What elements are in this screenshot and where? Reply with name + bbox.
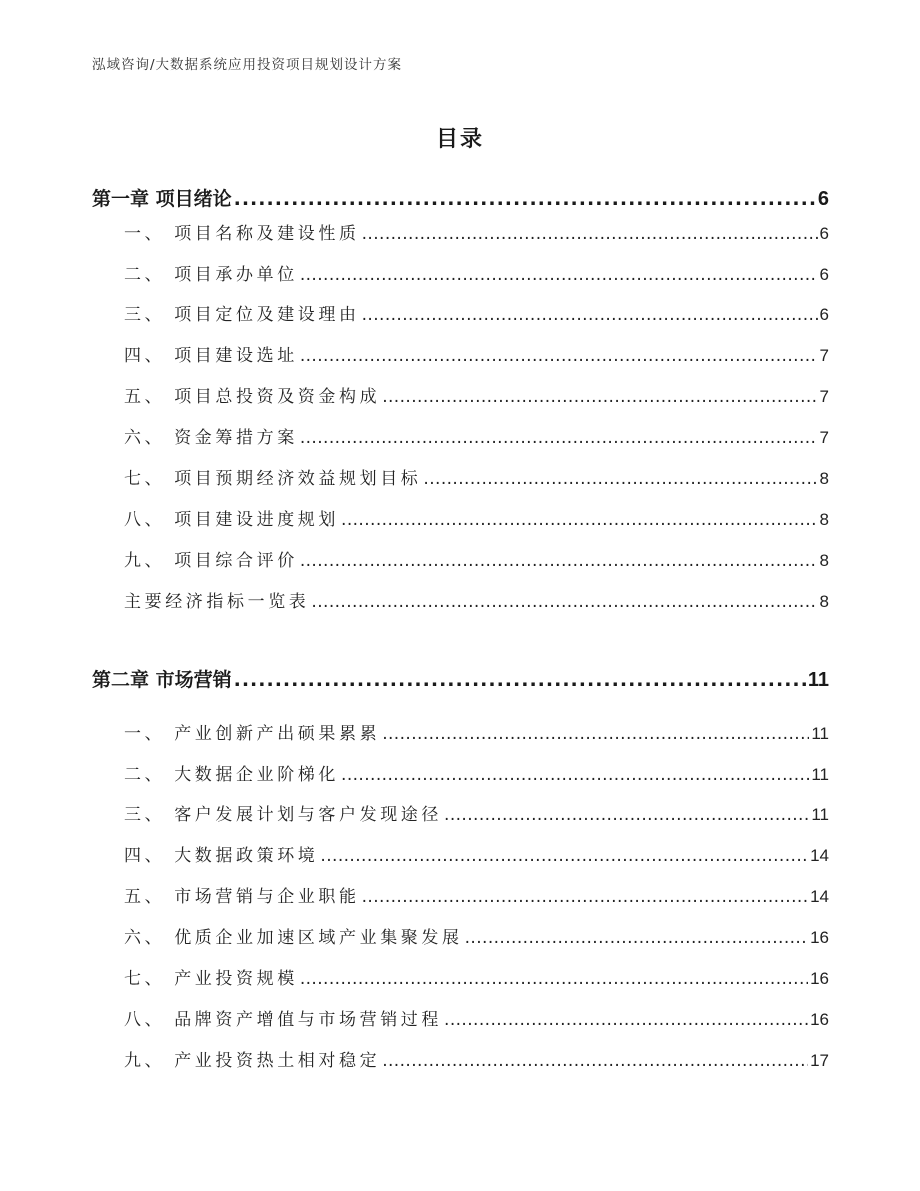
dot-leader: [234, 669, 806, 691]
dot-leader: [382, 387, 817, 407]
page-number: 16: [810, 928, 829, 947]
toc-item[interactable]: [124, 882, 829, 907]
toc-item[interactable]: [124, 800, 829, 825]
toc-item[interactable]: [124, 760, 829, 785]
toc-item[interactable]: [124, 546, 829, 571]
item-title: 五、 市场营销与企业职能: [124, 887, 360, 907]
page-header: 泓域咨询/大数据系统应用投资项目规划设计方案: [92, 57, 403, 73]
item-title: 四、 项目建设选址: [124, 346, 298, 366]
page-number: 6: [817, 188, 829, 210]
dot-leader: [341, 765, 809, 785]
page-number: 7: [819, 346, 829, 365]
page-number: 16: [810, 969, 829, 988]
page-number: 7: [819, 387, 829, 406]
dot-leader: [444, 805, 809, 825]
dot-leader: [444, 1010, 808, 1030]
chapter-title: 第一章 项目绪论: [92, 188, 232, 210]
toc-item[interactable]: [124, 587, 829, 612]
toc-item[interactable]: [124, 260, 829, 285]
dot-leader: [382, 724, 809, 744]
item-title: 三、 客户发展计划与客户发现途径: [124, 805, 443, 825]
dot-leader: [300, 346, 818, 366]
dot-leader: [311, 592, 817, 612]
dot-leader: [234, 188, 816, 210]
item-title: 五、 项目总投资及资金构成: [124, 387, 381, 407]
item-title: 一、 项目名称及建设性质: [124, 224, 360, 244]
dot-leader: [362, 887, 808, 907]
dot-leader: [382, 1051, 808, 1071]
item-title: 二、 大数据企业阶梯化: [124, 765, 340, 785]
chapter-title: 第二章 市场营销: [92, 669, 232, 691]
item-title: 八、 品牌资产增值与市场营销过程: [124, 1010, 443, 1030]
toc-item[interactable]: [124, 464, 829, 489]
item-title: 六、 资金筹措方案: [124, 428, 298, 448]
toc-chapter-2[interactable]: [92, 665, 829, 692]
page-number: 6: [819, 265, 829, 284]
toc-item[interactable]: [124, 841, 829, 866]
toc-item[interactable]: [124, 1005, 829, 1030]
item-title: 三、 项目定位及建设理由: [124, 305, 360, 325]
toc-item[interactable]: [124, 219, 829, 244]
toc-item[interactable]: [124, 719, 829, 744]
item-title: 八、 项目建设进度规划: [124, 510, 340, 530]
page-number: 6: [819, 305, 829, 324]
dot-leader: [341, 510, 818, 530]
item-title: 一、 产业创新产出硕果累累: [124, 724, 381, 744]
dot-leader: [300, 428, 818, 448]
dot-leader: [465, 928, 808, 948]
item-title: 六、 优质企业加速区域产业集聚发展: [124, 928, 463, 948]
page-number: 11: [811, 724, 829, 743]
page-number: 11: [811, 765, 829, 784]
toc-item[interactable]: [124, 341, 829, 366]
toc-item[interactable]: [124, 300, 829, 325]
page-number: 7: [819, 428, 829, 447]
page-number: 8: [819, 510, 829, 529]
dot-leader: [362, 305, 818, 325]
toc-item[interactable]: [124, 382, 829, 407]
toc-item[interactable]: [124, 423, 829, 448]
page-number: 8: [819, 592, 829, 611]
item-title: 九、 项目综合评价: [124, 551, 298, 571]
toc-item[interactable]: [124, 964, 829, 989]
dot-leader: [300, 969, 808, 989]
dot-leader: [423, 469, 817, 489]
page-number: 6: [819, 224, 829, 243]
dot-leader: [320, 846, 808, 866]
item-title: 七、 项目预期经济效益规划目标: [124, 469, 422, 489]
page-number: 11: [811, 805, 829, 824]
page-number: 17: [810, 1051, 829, 1070]
dot-leader: [300, 265, 818, 285]
page-number: 14: [810, 846, 829, 865]
toc-item[interactable]: [124, 505, 829, 530]
item-title: 四、 大数据政策环境: [124, 846, 319, 866]
item-title: 二、 项目承办单位: [124, 265, 298, 285]
item-title: 九、 产业投资热土相对稳定: [124, 1051, 381, 1071]
page-number: 8: [819, 551, 829, 570]
page-number: 8: [819, 469, 829, 488]
toc-item[interactable]: [124, 923, 829, 948]
toc-item[interactable]: [124, 1046, 829, 1071]
item-title: 七、 产业投资规模: [124, 969, 298, 989]
dot-leader: [300, 551, 818, 571]
dot-leader: [362, 224, 818, 244]
item-title: 主要经济指标一览表: [124, 592, 310, 612]
page-number: 16: [810, 1010, 829, 1029]
page-number: 14: [810, 887, 829, 906]
toc-title: 目录: [435, 127, 484, 152]
page-number: 11: [807, 669, 829, 691]
toc-chapter-1[interactable]: [92, 184, 829, 211]
